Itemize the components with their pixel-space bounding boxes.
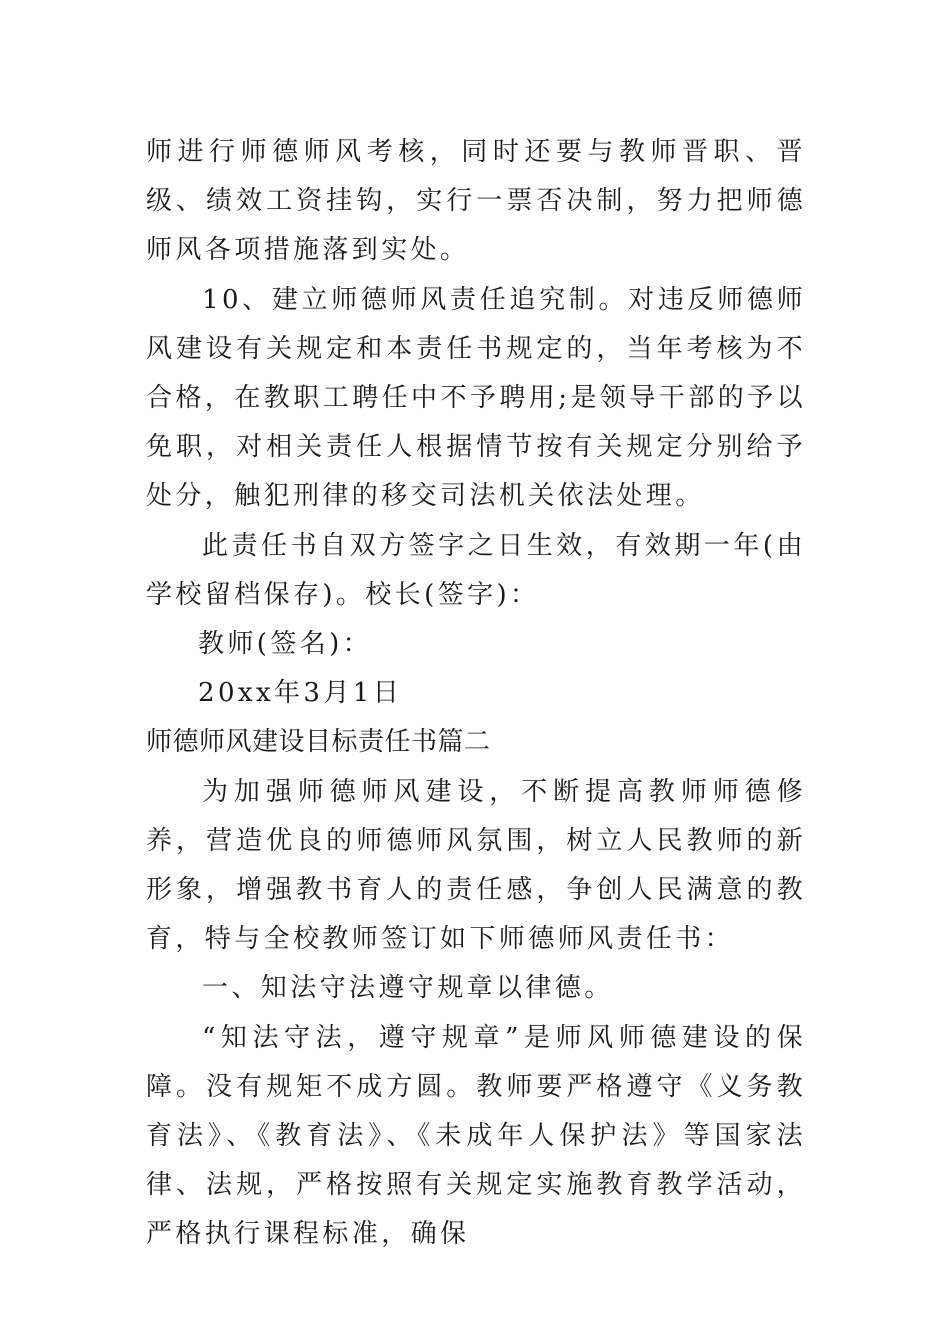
paragraph-intro: 为加强师德师风建设，不断提高教师师德修养，营造优良的师德师风氛围，树立人民教师的新形象，增强教书育人的责任感，争创人民满意的教育，特与全校教师签订如下师德师风责任书：	[146, 776, 806, 955]
section-heading: 师德师风建设目标责任书篇二	[146, 727, 491, 758]
paragraph-item-10: 10、建立师德师风责任追究制。对违反师德师风建设有关规定和本责任书规定的，当年考核为不合格，在教职工聘任中不予聘用;是领导干部的予以免职，对相关责任人根据情节按有关规定分别给予处分，触犯刑律的移交司法机关依法处理。	[146, 284, 806, 512]
paragraph-validity: 此责任书自双方签字之日生效，有效期一年(由学校留档保存)。校长(签字)：	[146, 530, 806, 610]
teacher-signature-line: 教师(签名)：	[198, 629, 373, 660]
paragraph-law-compliance: “知法守法，遵守规章”是师风师德建设的保障。没有规矩不成方圆。教师要严格遵守《义务教育法》、《教育法》、《未成年人保护法》等国家法律、法规，严格按照有关规定实施教育教学活动，严格执行课程标准，确保	[146, 1022, 806, 1250]
date-line: 20xx年3月1日	[198, 678, 403, 709]
document-body	[146, 128, 806, 1260]
paragraph-subheading-1: 一、知法守法遵守规章以律德。	[202, 973, 614, 1004]
paragraph-continuation: 师进行师德师风考核，同时还要与教师晋职、晋级、绩效工资挂钩，实行一票否决制，努力把师德师风各项措施落到实处。	[146, 137, 806, 266]
